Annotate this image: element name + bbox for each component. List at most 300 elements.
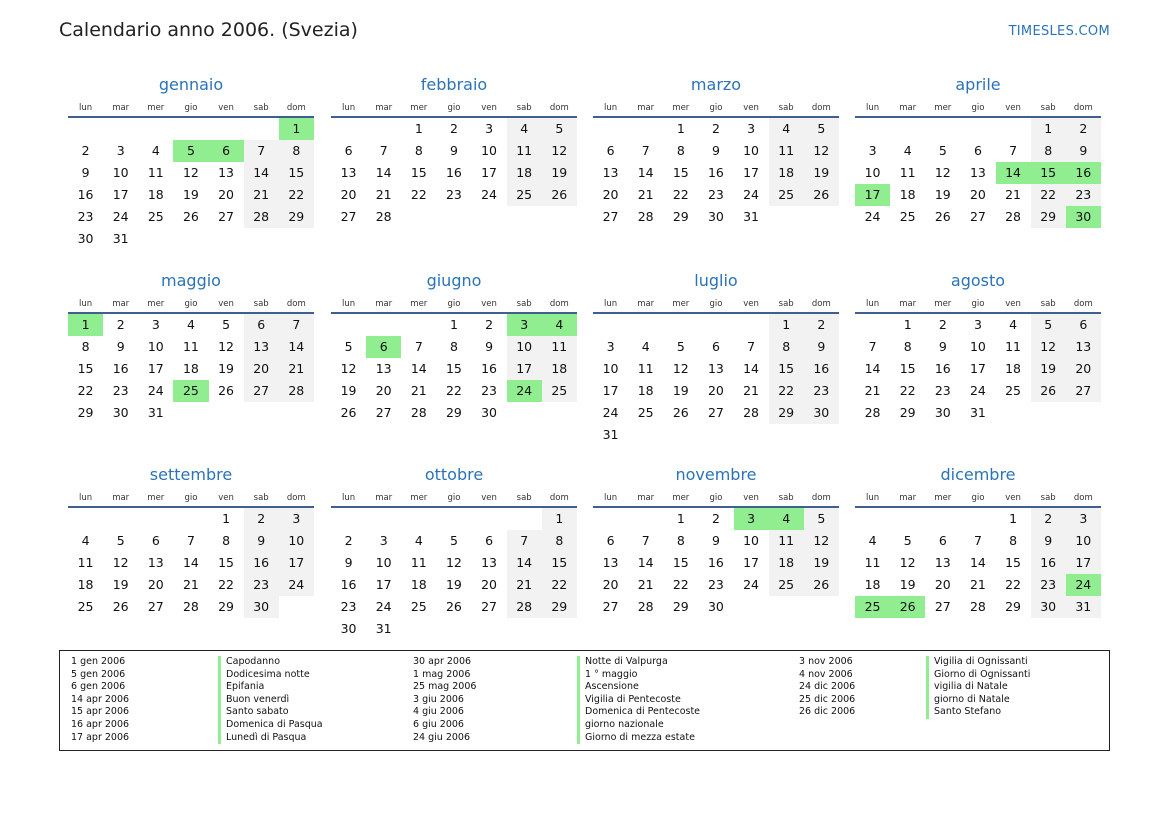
day-cell: 7 — [379, 143, 388, 158]
day-cell: 18 — [507, 162, 542, 184]
empty-cell — [472, 508, 507, 530]
day-cell: 4 — [81, 533, 90, 548]
empty-cell — [628, 314, 663, 336]
day-cell: 6 — [973, 143, 982, 158]
day-cell: 24 — [481, 187, 498, 202]
day-cell: 13 — [375, 361, 392, 376]
day-cell: 15 — [899, 361, 916, 376]
day-cell: 22 — [445, 383, 462, 398]
day-cell: 11 — [542, 336, 577, 358]
day-cell: 28 — [864, 405, 881, 420]
day-cell: 23 — [707, 577, 724, 592]
day-cell: 27 — [147, 599, 164, 614]
day-cell: 15 — [279, 162, 314, 184]
day-cell: 10 — [864, 165, 881, 180]
day-cell: 18 — [637, 383, 654, 398]
holiday-name: Buon venerdì — [226, 693, 290, 705]
day-cell: 29 — [279, 206, 314, 228]
day-cell: 7 — [747, 339, 756, 354]
holiday-name: Notte di Valpurga — [585, 656, 668, 667]
day-cell: 8 — [903, 339, 912, 354]
holiday-name: Lunedì di Pasqua — [226, 731, 307, 743]
holiday-date: 16 apr 2006 — [71, 718, 130, 730]
day-cell: 23 — [804, 380, 839, 402]
day-cell: 9 — [344, 555, 353, 570]
holiday-name: Vigilia di Pentecoste — [585, 693, 681, 705]
day-cell: 5 — [676, 339, 685, 354]
day-cell: 13 — [244, 336, 279, 358]
day-cell: 14 — [375, 165, 392, 180]
weekday-label: mer — [147, 493, 165, 503]
day-cell: 7 — [244, 140, 279, 162]
empty-cell — [173, 508, 208, 530]
day-cell: 15 — [672, 555, 689, 570]
month-title: settembre — [149, 465, 233, 484]
holiday-name: Domenica di Pasqua — [226, 718, 323, 730]
day-cell: 13 — [602, 165, 619, 180]
day-cell: 21 — [410, 383, 427, 398]
day-cell: 13 — [1066, 336, 1101, 358]
day-cell: 27 — [707, 405, 724, 420]
day-cell: 12 — [934, 165, 951, 180]
month-title: agosto — [950, 271, 1006, 290]
empty-cell — [890, 118, 925, 140]
holiday-day-cell: 24 — [507, 380, 542, 402]
day-cell: 11 — [507, 140, 542, 162]
empty-cell — [331, 314, 366, 336]
day-cell: 10 — [602, 361, 619, 376]
empty-cell — [331, 508, 366, 530]
day-cell: 11 — [864, 555, 881, 570]
day-cell: 12 — [804, 140, 839, 162]
day-cell: 10 — [743, 533, 760, 548]
day-cell: 21 — [743, 383, 760, 398]
weekday-header — [855, 100, 1101, 118]
day-cell: 3 — [973, 317, 982, 332]
weekday-label: gio — [184, 299, 198, 309]
month-title: gennaio — [158, 75, 224, 94]
day-cell: 29 — [672, 209, 689, 224]
month-agosto — [855, 266, 1101, 424]
day-cell: 15 — [1005, 555, 1022, 570]
day-cell: 28 — [182, 599, 199, 614]
day-cell: 10 — [375, 555, 392, 570]
weekday-label: lun — [603, 103, 618, 113]
day-cell: 18 — [769, 552, 804, 574]
day-cell: 25 — [147, 209, 164, 224]
day-cell: 20 — [147, 577, 164, 592]
brand-link[interactable]: TIMESLES.COM — [1008, 24, 1110, 39]
weekday-label: mar — [112, 493, 130, 503]
day-cell: 4 — [151, 143, 160, 158]
day-cell: 10 — [147, 339, 164, 354]
day-cell: 1 — [676, 511, 685, 526]
weekday-label: sab — [778, 103, 794, 113]
day-cell: 27 — [340, 209, 357, 224]
day-cell: 1 — [1009, 511, 1018, 526]
day-cell: 31 — [375, 621, 392, 636]
holiday-name: Giorno di Ognissanti — [934, 668, 1031, 680]
day-cell: 25 — [1005, 383, 1022, 398]
day-cell: 16 — [707, 165, 724, 180]
holiday-day-cell: 16 — [1066, 162, 1101, 184]
empty-cell — [244, 118, 279, 140]
day-cell: 29 — [672, 599, 689, 614]
weekday-label: sab — [1040, 493, 1056, 503]
day-cell: 6 — [1066, 314, 1101, 336]
holiday-name: giorno di Natale — [934, 693, 1010, 705]
weekday-header — [68, 490, 314, 508]
holiday-date: 26 dic 2006 — [799, 706, 856, 718]
day-cell: 19 — [1031, 358, 1066, 380]
day-cell: 19 — [218, 361, 235, 376]
day-cell: 9 — [1031, 530, 1066, 552]
day-cell: 21 — [864, 383, 881, 398]
day-cell: 6 — [344, 143, 353, 158]
day-cell: 25 — [410, 599, 427, 614]
weekday-label: lun — [603, 299, 618, 309]
day-cell: 13 — [602, 555, 619, 570]
day-cell: 9 — [116, 339, 125, 354]
day-cell: 20 — [969, 187, 986, 202]
day-cell: 18 — [77, 577, 94, 592]
empty-cell — [734, 314, 769, 336]
holiday-name: giorno nazionale — [585, 718, 664, 730]
day-cell: 21 — [244, 184, 279, 206]
weekday-label: mer — [934, 493, 952, 503]
day-grid — [331, 508, 577, 640]
empty-cell — [925, 508, 960, 530]
weekday-header — [68, 100, 314, 118]
weekday-label: gio — [971, 493, 985, 503]
month-title: marzo — [690, 75, 742, 94]
weekday-header — [593, 296, 839, 314]
day-cell: 16 — [340, 577, 357, 592]
day-cell: 16 — [804, 358, 839, 380]
day-cell: 31 — [112, 231, 129, 246]
day-cell: 20 — [934, 577, 951, 592]
day-cell: 12 — [340, 361, 357, 376]
day-cell: 17 — [279, 552, 314, 574]
day-cell: 14 — [507, 552, 542, 574]
day-cell: 1 — [769, 314, 804, 336]
weekday-label: gio — [184, 493, 198, 503]
empty-cell — [401, 508, 436, 530]
weekday-label: mar — [899, 103, 917, 113]
day-cell: 1 — [222, 511, 231, 526]
weekday-label: mer — [410, 299, 428, 309]
day-cell: 12 — [445, 555, 462, 570]
day-cell: 22 — [1031, 184, 1066, 206]
day-cell: 3 — [151, 317, 160, 332]
weekday-label: dom — [1073, 299, 1093, 309]
day-cell: 1 — [1031, 118, 1066, 140]
day-cell: 9 — [711, 533, 720, 548]
day-cell: 20 — [340, 187, 357, 202]
day-cell: 7 — [414, 339, 423, 354]
holiday-day-cell: 24 — [1066, 574, 1101, 596]
day-cell: 21 — [637, 577, 654, 592]
day-cell: 11 — [410, 555, 427, 570]
weekday-label: gio — [184, 103, 198, 113]
day-cell: 16 — [481, 361, 498, 376]
day-cell: 2 — [711, 511, 720, 526]
holiday-date: 6 giu 2006 — [413, 718, 464, 730]
holiday-day-cell: 26 — [890, 596, 925, 618]
day-cell: 23 — [445, 187, 462, 202]
empty-cell — [628, 118, 663, 140]
day-grid — [593, 314, 839, 446]
day-cell: 7 — [973, 533, 982, 548]
day-cell: 9 — [244, 530, 279, 552]
empty-cell — [68, 118, 103, 140]
day-cell: 15 — [218, 555, 235, 570]
month-title: luglio — [694, 271, 738, 290]
day-cell: 28 — [410, 405, 427, 420]
day-cell: 22 — [218, 577, 235, 592]
day-cell: 22 — [279, 184, 314, 206]
holiday-day-cell: 3 — [507, 314, 542, 336]
day-cell: 16 — [1031, 552, 1066, 574]
day-cell: 29 — [1031, 206, 1066, 228]
day-cell: 11 — [147, 165, 164, 180]
day-cell: 22 — [77, 383, 94, 398]
day-cell: 22 — [899, 383, 916, 398]
day-cell: 30 — [112, 405, 129, 420]
day-cell: 12 — [899, 555, 916, 570]
day-cell: 26 — [672, 405, 689, 420]
holiday-day-cell: 6 — [209, 140, 244, 162]
holiday-dates-column — [799, 656, 855, 719]
day-cell: 14 — [244, 162, 279, 184]
day-cell: 19 — [672, 383, 689, 398]
day-cell: 2 — [449, 121, 458, 136]
day-cell: 5 — [938, 143, 947, 158]
day-cell: 2 — [938, 317, 947, 332]
day-cell: 2 — [485, 317, 494, 332]
day-cell: 14 — [864, 361, 881, 376]
day-cell: 4 — [507, 118, 542, 140]
empty-cell — [331, 118, 366, 140]
day-cell: 17 — [743, 555, 760, 570]
day-cell: 19 — [934, 187, 951, 202]
day-cell: 31 — [602, 427, 619, 442]
weekday-label: mar — [112, 103, 130, 113]
weekday-label: lun — [865, 493, 880, 503]
empty-cell — [593, 314, 628, 336]
day-grid — [593, 508, 839, 618]
day-cell: 16 — [112, 361, 129, 376]
day-cell: 5 — [542, 118, 577, 140]
day-cell: 23 — [707, 187, 724, 202]
day-cell: 3 — [379, 533, 388, 548]
day-cell: 30 — [77, 231, 94, 246]
day-cell: 24 — [743, 577, 760, 592]
day-cell: 21 — [182, 577, 199, 592]
day-cell: 1 — [903, 317, 912, 332]
empty-cell — [698, 314, 733, 336]
day-cell: 24 — [602, 405, 619, 420]
day-cell: 13 — [481, 555, 498, 570]
empty-cell — [960, 508, 995, 530]
day-cell: 10 — [279, 530, 314, 552]
day-cell: 28 — [507, 596, 542, 618]
day-cell: 26 — [804, 574, 839, 596]
month-novembre — [593, 460, 839, 618]
holiday-day-cell: 17 — [855, 184, 890, 206]
day-cell: 6 — [244, 314, 279, 336]
day-cell: 18 — [899, 187, 916, 202]
day-cell: 26 — [1031, 380, 1066, 402]
day-cell: 19 — [340, 383, 357, 398]
weekday-label: gio — [709, 493, 723, 503]
holiday-date: 4 giu 2006 — [413, 706, 464, 718]
weekday-label: sab — [516, 103, 532, 113]
day-cell: 15 — [672, 165, 689, 180]
day-cell: 3 — [868, 143, 877, 158]
weekday-label: mer — [672, 103, 690, 113]
day-cell: 15 — [410, 165, 427, 180]
holiday-date: 5 gen 2006 — [71, 668, 126, 680]
day-cell: 24 — [743, 187, 760, 202]
day-grid — [331, 314, 577, 424]
weekday-label: sab — [778, 299, 794, 309]
holiday-day-cell: 25 — [855, 596, 890, 618]
day-cell: 19 — [804, 162, 839, 184]
weekday-label: lun — [341, 493, 356, 503]
day-cell: 26 — [340, 405, 357, 420]
day-cell: 28 — [375, 209, 392, 224]
day-cell: 10 — [969, 339, 986, 354]
weekday-label: dom — [1073, 103, 1093, 113]
day-cell: 2 — [344, 533, 353, 548]
holiday-date: 4 nov 2006 — [799, 668, 853, 680]
day-cell: 6 — [711, 339, 720, 354]
day-cell: 6 — [151, 533, 160, 548]
holiday-name: Epifania — [226, 681, 265, 693]
day-cell: 16 — [707, 555, 724, 570]
day-cell: 14 — [637, 555, 654, 570]
day-cell: 14 — [182, 555, 199, 570]
holiday-date: 25 mag 2006 — [413, 681, 477, 693]
day-cell: 17 — [507, 358, 542, 380]
weekday-label: mar — [637, 103, 655, 113]
day-cell: 11 — [769, 140, 804, 162]
empty-cell — [996, 118, 1031, 140]
day-cell: 28 — [279, 380, 314, 402]
page-title: Calendario anno 2006. (Svezia) — [59, 19, 358, 41]
month-giugno — [331, 266, 577, 424]
day-cell: 22 — [672, 187, 689, 202]
day-cell: 20 — [1066, 358, 1101, 380]
holiday-day-cell: 4 — [542, 314, 577, 336]
weekday-label: lun — [341, 103, 356, 113]
day-cell: 5 — [804, 118, 839, 140]
holiday-day-cell: 1 — [279, 118, 314, 140]
month-title: dicembre — [940, 465, 1016, 484]
day-cell: 9 — [449, 143, 458, 158]
day-cell: 4 — [868, 533, 877, 548]
day-cell: 23 — [244, 574, 279, 596]
day-cell: 15 — [542, 552, 577, 574]
day-cell: 3 — [485, 121, 494, 136]
weekday-label: gio — [447, 299, 461, 309]
weekday-label: gio — [971, 299, 985, 309]
empty-cell — [209, 118, 244, 140]
day-grid — [855, 508, 1101, 618]
day-grid — [855, 314, 1101, 424]
day-cell: 26 — [112, 599, 129, 614]
day-cell: 23 — [1066, 184, 1101, 206]
holiday-names-column — [577, 656, 700, 744]
holiday-date: 3 giu 2006 — [413, 693, 464, 705]
day-cell: 17 — [602, 383, 619, 398]
holiday-name: Giorno di mezza estate — [585, 731, 695, 743]
day-cell: 13 — [218, 165, 235, 180]
weekday-label: dom — [811, 493, 831, 503]
day-cell: 12 — [1031, 336, 1066, 358]
empty-cell — [366, 508, 401, 530]
weekday-header — [331, 490, 577, 508]
weekday-header — [593, 490, 839, 508]
holiday-day-cell: 30 — [1066, 206, 1101, 228]
weekday-label: gio — [709, 103, 723, 113]
day-cell: 17 — [147, 361, 164, 376]
day-cell: 24 — [375, 599, 392, 614]
month-title: maggio — [161, 271, 221, 290]
day-cell: 17 — [969, 361, 986, 376]
weekday-label: lun — [865, 103, 880, 113]
weekday-label: mer — [934, 103, 952, 113]
day-cell: 25 — [542, 380, 577, 402]
day-cell: 3 — [1066, 508, 1101, 530]
day-cell: 12 — [672, 361, 689, 376]
holiday-name: Vigilia di Ognissanti — [934, 656, 1028, 667]
day-cell: 24 — [112, 209, 129, 224]
day-cell: 9 — [1066, 140, 1101, 162]
day-cell: 2 — [1031, 508, 1066, 530]
day-cell: 9 — [711, 143, 720, 158]
weekday-label: mar — [375, 493, 393, 503]
day-cell: 15 — [77, 361, 94, 376]
day-cell: 18 — [769, 162, 804, 184]
weekday-label: dom — [549, 493, 569, 503]
day-cell: 11 — [769, 530, 804, 552]
weekday-label: ven — [218, 103, 234, 113]
day-cell: 10 — [743, 143, 760, 158]
day-cell: 25 — [769, 184, 804, 206]
day-cell: 6 — [606, 533, 615, 548]
day-cell: 19 — [112, 577, 129, 592]
holiday-date: 15 apr 2006 — [71, 706, 130, 718]
weekday-label: lun — [78, 103, 93, 113]
day-cell: 1 — [449, 317, 458, 332]
holiday-name: Santo sabato — [226, 706, 289, 718]
month-febbraio — [331, 70, 577, 228]
empty-cell — [138, 508, 173, 530]
day-cell: 22 — [672, 577, 689, 592]
weekday-label: sab — [253, 103, 269, 113]
weekday-header — [68, 296, 314, 314]
day-cell: 15 — [445, 361, 462, 376]
day-cell: 17 — [112, 187, 129, 202]
empty-cell — [855, 118, 890, 140]
holiday-day-cell: 5 — [173, 140, 208, 162]
day-cell: 26 — [804, 184, 839, 206]
holiday-name: Domenica di Pentecoste — [585, 706, 701, 718]
day-cell: 12 — [542, 140, 577, 162]
day-cell: 7 — [641, 143, 650, 158]
